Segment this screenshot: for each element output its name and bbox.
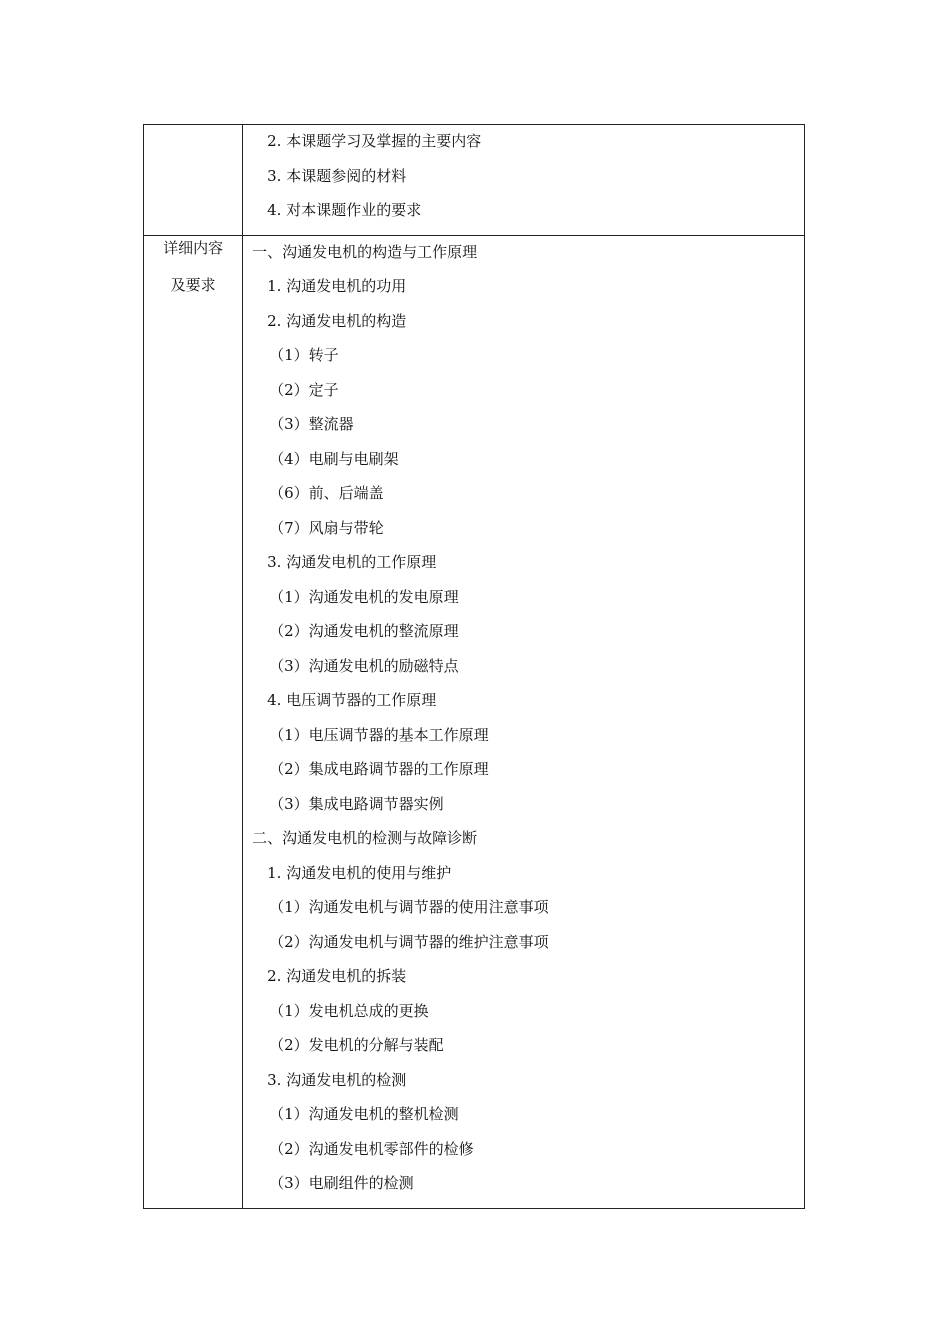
table-row-details [144, 235, 805, 1208]
list-item: （2）沟通发电机与调节器的维护注意事项 [269, 932, 549, 951]
list-item: （3）电刷组件的检测 [269, 1174, 414, 1192]
row-label-line: 详细内容 [163, 238, 224, 257]
list-item: 一、沟通发电机的构造与工作原理 [252, 242, 478, 261]
row-label-details [144, 235, 243, 1208]
row-content-details [243, 235, 805, 1208]
list-item: 4. 电压调节器的工作原理 [267, 691, 437, 709]
list-item: （3）集成电路调节器实例 [269, 794, 444, 813]
list-item: （1）发电机总成的更换 [269, 1001, 429, 1020]
list-item: 二、沟通发电机的检测与故障诊断 [252, 829, 478, 847]
list-item: 1. 沟通发电机的功用 [267, 277, 407, 295]
table-row-overview [144, 125, 805, 236]
list-item: 2. 本课题学习及掌握的主要内容 [267, 132, 482, 150]
list-item: （2）发电机的分解与装配 [269, 1036, 444, 1054]
list-item: 4. 对本课题作业的要求 [267, 201, 422, 219]
list-item: （3）沟通发电机的励磁特点 [269, 656, 459, 675]
list-item: （1）沟通发电机的发电原理 [269, 587, 459, 606]
list-item: 3. 沟通发电机的工作原理 [267, 553, 437, 571]
list-item: （1）电压调节器的基本工作原理 [269, 725, 489, 744]
list-item: （2）定子 [269, 380, 339, 399]
list-item: （2）集成电路调节器的工作原理 [269, 760, 489, 778]
list-item: 3. 沟通发电机的检测 [267, 1070, 407, 1089]
list-item: 2. 沟通发电机的拆装 [267, 967, 407, 985]
list-item: （1）沟通发电机的整机检测 [269, 1105, 459, 1123]
list-item: （1）转子 [269, 346, 339, 364]
list-item: 2. 沟通发电机的构造 [267, 311, 407, 330]
list-item: （4）电刷与电刷架 [269, 449, 399, 468]
list-item: 3. 本课题参阅的材料 [267, 166, 407, 185]
content-list [243, 125, 804, 235]
list-item: （1）沟通发电机与调节器的使用注意事项 [269, 898, 549, 916]
row-label-empty [144, 125, 243, 236]
list-item: 1. 沟通发电机的使用与维护 [267, 863, 452, 882]
course-table [143, 124, 805, 1209]
row-content-overview [243, 125, 805, 236]
list-item: （7）风扇与带轮 [269, 518, 384, 537]
list-item: （3）整流器 [269, 415, 354, 433]
list-item: （2）沟通发电机零部件的检修 [269, 1139, 474, 1158]
content-list [243, 236, 804, 1208]
list-item: （2）沟通发电机的整流原理 [269, 622, 459, 640]
row-label-line: 及要求 [170, 275, 216, 294]
list-item: （6）前、后端盖 [269, 484, 384, 502]
